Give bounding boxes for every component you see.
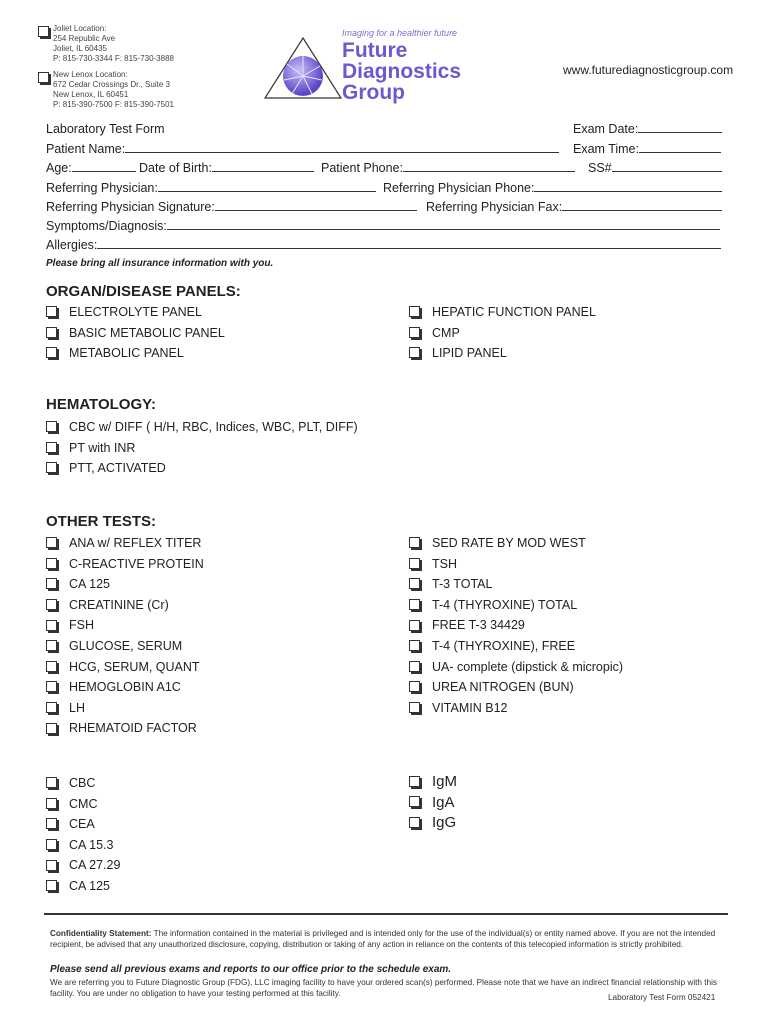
item-label: T-3 TOTAL: [432, 577, 493, 592]
item-label: HCG, SERUM, QUANT: [69, 659, 200, 674]
other-item[interactable]: [46, 617, 204, 638]
ref-signature-field[interactable]: [46, 199, 417, 215]
organ-heading: ORGAN/DISEASE PANELS:: [46, 283, 241, 300]
ss-field[interactable]: [588, 160, 722, 176]
form-id: Laboratory Test Form 052421: [608, 993, 716, 1002]
checkbox[interactable]: [46, 578, 57, 589]
item-label: BASIC METABOLIC PANEL: [69, 325, 225, 340]
patient-phone-field[interactable]: [321, 160, 575, 176]
hematology-item[interactable]: [46, 460, 358, 481]
exam-time-field[interactable]: [573, 141, 721, 157]
age-field[interactable]: [46, 160, 136, 176]
checkbox[interactable]: [409, 537, 420, 548]
item-label: T-4 (THYROXINE) TOTAL: [432, 597, 578, 612]
extra-right-list: [409, 774, 457, 836]
other-item[interactable]: [409, 535, 623, 556]
checkbox[interactable]: [46, 306, 57, 317]
brand-diagnostics: Diagnostics: [342, 60, 462, 83]
checkbox[interactable]: [46, 798, 57, 809]
other-item[interactable]: [409, 617, 623, 638]
dob-label: Date of Birth:: [139, 161, 212, 175]
item-label: CBC w/ DIFF ( H/H, RBC, Indices, WBC, PLT, DIFF): [69, 420, 358, 434]
checkbox[interactable]: [409, 620, 420, 631]
hematology-item[interactable]: [46, 419, 358, 440]
item-label: ELECTROLYTE PANEL: [69, 305, 202, 319]
checkbox[interactable]: [46, 421, 57, 432]
extra-item[interactable]: [46, 837, 120, 858]
joliet-phone: P: 815-730-3344 F: 815-730-3888: [53, 54, 174, 63]
joliet-location: [38, 24, 174, 64]
item-label: PTT, ACTIVATED: [69, 461, 166, 475]
checkbox[interactable]: [409, 661, 420, 672]
checkbox[interactable]: [46, 537, 57, 548]
form-title: Laboratory Test Form: [46, 122, 165, 136]
checkbox[interactable]: [46, 777, 57, 788]
other-item[interactable]: [409, 700, 623, 721]
item-label: FREE T-3 34429: [432, 618, 525, 633]
checkbox[interactable]: [46, 818, 57, 829]
ref-fax-field[interactable]: [426, 199, 722, 215]
checkbox[interactable]: [409, 599, 420, 610]
organ-item[interactable]: [409, 325, 596, 346]
other-item[interactable]: [409, 597, 623, 618]
organ-item[interactable]: [46, 325, 225, 346]
newlenox-checkbox[interactable]: [38, 72, 49, 83]
item-label: ANA w/ REFLEX TITER: [69, 536, 202, 550]
item-label: FSH: [69, 618, 94, 633]
item-label: IgM: [432, 773, 458, 790]
joliet-address1: 254 Republic Ave: [53, 34, 116, 43]
item-label: CREATININE (Cr): [69, 597, 169, 612]
joliet-address2: Joliet, IL 60435: [53, 44, 107, 53]
checkbox[interactable]: [46, 640, 57, 651]
checkbox[interactable]: [46, 681, 57, 692]
referral-note: We are referring you to Future Diagnostic Group (FDG), LLC imaging facility to have your ordered scan(s) performed. Please note that we have an indirect financial relationship with this facility. You are under no obligation to have your testing performed at this facility.: [50, 978, 717, 998]
extra-item[interactable]: [409, 795, 457, 816]
item-label: IgG: [432, 814, 457, 832]
checkbox[interactable]: [46, 860, 57, 871]
checkbox[interactable]: [46, 327, 57, 338]
joliet-label: Joliet Location:: [53, 24, 107, 33]
patient-phone-label: Patient Phone:: [321, 161, 404, 175]
checkbox[interactable]: [46, 462, 57, 473]
item-label: CA 125: [69, 878, 111, 893]
organ-item[interactable]: [409, 345, 596, 366]
checkbox[interactable]: [46, 347, 57, 358]
other-item[interactable]: [46, 659, 204, 680]
conf-text: The information contained in the material is privileged and is intended only for the use of the individual(s) or entity named above. If you are not the intended recipient, be advised that any unauthorized disclosure, copying, distribution or taking of any action in reliance on the contents of this telecopied information is strictly prohibited.: [50, 929, 716, 949]
exam-date-label: Exam Date:: [573, 122, 639, 136]
organ-item[interactable]: [46, 304, 225, 325]
ref-fax-label: Referring Physician Fax:: [426, 200, 563, 214]
other-item[interactable]: [46, 576, 204, 597]
item-label: TSH: [432, 556, 457, 571]
extra-item[interactable]: [46, 878, 120, 899]
checkbox[interactable]: [46, 558, 57, 569]
other-item[interactable]: [46, 556, 204, 577]
extra-item[interactable]: [46, 816, 120, 837]
allergies-field[interactable]: [46, 237, 721, 253]
checkbox[interactable]: [409, 306, 420, 317]
checkbox[interactable]: [409, 558, 420, 569]
joliet-checkbox[interactable]: [38, 26, 49, 37]
organ-right-list: [409, 304, 596, 366]
ref-phone-label: Referring Physician Phone:: [383, 181, 535, 195]
exam-time-label: Exam Time:: [573, 142, 639, 156]
checkbox[interactable]: [46, 620, 57, 631]
checkbox[interactable]: [409, 578, 420, 589]
checkbox[interactable]: [409, 681, 420, 692]
other-item[interactable]: [409, 556, 623, 577]
checkbox[interactable]: [46, 723, 57, 734]
item-label: CBC: [69, 776, 96, 790]
organ-item[interactable]: [409, 304, 596, 325]
item-label: CMC: [69, 796, 98, 811]
other-item[interactable]: [409, 679, 623, 700]
item-label: PT with INR: [69, 440, 136, 455]
checkbox[interactable]: [46, 880, 57, 891]
exam-date-field[interactable]: [573, 121, 722, 137]
dob-field[interactable]: [139, 160, 314, 176]
checkbox[interactable]: [409, 817, 420, 828]
item-label: HEPATIC FUNCTION PANEL: [432, 305, 596, 319]
ref-physician-label: Referring Physician:: [46, 181, 158, 195]
extra-left-list: [46, 775, 120, 899]
other-item[interactable]: [46, 535, 204, 556]
item-label: IgA: [432, 793, 455, 811]
item-label: SED RATE BY MOD WEST: [432, 536, 586, 550]
brand-group: Group: [342, 81, 405, 104]
checkbox[interactable]: [46, 442, 57, 453]
hematology-heading: HEMATOLOGY:: [46, 396, 156, 413]
other-item[interactable]: [46, 597, 204, 618]
conf-label: Confidentiality Statement:: [50, 929, 152, 938]
checkbox[interactable]: [46, 702, 57, 713]
ref-signature-label: Referring Physician Signature:: [46, 200, 215, 214]
other-left-list: [46, 535, 204, 741]
item-label: CEA: [69, 817, 95, 832]
extra-item[interactable]: [409, 815, 457, 836]
brand-future: Future: [342, 39, 408, 62]
website-link[interactable]: www.futurediagnosticgroup.com: [563, 63, 734, 77]
brand-name: [342, 40, 461, 103]
item-label: VITAMIN B12: [432, 700, 508, 715]
item-label: UREA NITROGEN (BUN): [432, 680, 574, 695]
ss-label: SS#: [588, 161, 612, 175]
other-item[interactable]: [46, 700, 204, 721]
newlenox-address1: 672 Cedar Crossings Dr., Suite 3: [53, 80, 170, 89]
other-item[interactable]: [46, 638, 204, 659]
item-label: LIPID PANEL: [432, 346, 507, 360]
newlenox-phone: P: 815-390-7500 F: 815-390-7501: [53, 100, 174, 109]
checkbox[interactable]: [409, 702, 420, 713]
symptoms-field[interactable]: [46, 218, 720, 234]
item-label: HEMOGLOBIN A1C: [69, 680, 181, 695]
checkbox[interactable]: [409, 640, 420, 651]
age-label: Age:: [46, 161, 72, 175]
patient-name-field[interactable]: [46, 141, 559, 157]
other-item[interactable]: [409, 576, 623, 597]
other-right-list: [409, 535, 623, 720]
other-item[interactable]: [409, 638, 623, 659]
other-heading: OTHER TESTS:: [46, 513, 157, 530]
checkbox[interactable]: [409, 776, 420, 787]
newlenox-location: [38, 70, 174, 110]
item-label: LH: [69, 700, 85, 715]
organ-left-list: [46, 304, 225, 366]
other-item[interactable]: [46, 679, 204, 700]
tagline: Imaging for a healthier future: [342, 28, 458, 38]
item-label: C-REACTIVE PROTEIN: [69, 556, 204, 571]
item-label: CMP: [432, 325, 460, 340]
newlenox-address2: New Lenox, IL 60451: [53, 90, 129, 99]
item-label: CA 125: [69, 577, 111, 592]
insurance-note: Please bring all insurance information with you.: [46, 258, 274, 269]
extra-item[interactable]: [46, 775, 120, 796]
checkbox[interactable]: [46, 839, 57, 850]
ref-physician-field[interactable]: [46, 180, 376, 196]
send-note: Please send all previous exams and reports to our office prior to the schedule exam.: [50, 964, 452, 975]
organ-item[interactable]: [46, 345, 225, 366]
other-item[interactable]: [409, 659, 623, 680]
checkbox[interactable]: [409, 796, 420, 807]
checkbox[interactable]: [409, 347, 420, 358]
item-label: T-4 (THYROXINE), FREE: [432, 638, 576, 653]
checkbox[interactable]: [46, 599, 57, 610]
extra-item[interactable]: [46, 796, 120, 817]
hematology-item[interactable]: [46, 440, 358, 461]
item-label: UA- complete (dipstick & micropic): [432, 659, 624, 674]
footer-divider: [44, 913, 728, 915]
extra-item[interactable]: [46, 857, 120, 878]
item-label: CA 15.3: [69, 837, 114, 852]
hematology-list: [46, 419, 358, 481]
confidentiality-statement: [50, 929, 720, 950]
item-label: CA 27.29: [69, 858, 121, 873]
extra-item[interactable]: [409, 774, 457, 795]
ref-phone-field[interactable]: [383, 180, 722, 196]
newlenox-label: New Lenox Location:: [53, 70, 128, 79]
checkbox[interactable]: [46, 661, 57, 672]
patient-name-label: Patient Name:: [46, 142, 126, 156]
symptoms-label: Symptoms/Diagnosis:: [46, 219, 167, 233]
item-label: RHEMATOID FACTOR: [69, 721, 197, 736]
item-label: GLUCOSE, SERUM: [69, 638, 183, 653]
other-item[interactable]: [46, 720, 204, 741]
checkbox[interactable]: [409, 327, 420, 338]
item-label: METABOLIC PANEL: [69, 346, 184, 360]
logo-icon: [262, 36, 344, 102]
allergies-label: Allergies:: [46, 238, 98, 252]
